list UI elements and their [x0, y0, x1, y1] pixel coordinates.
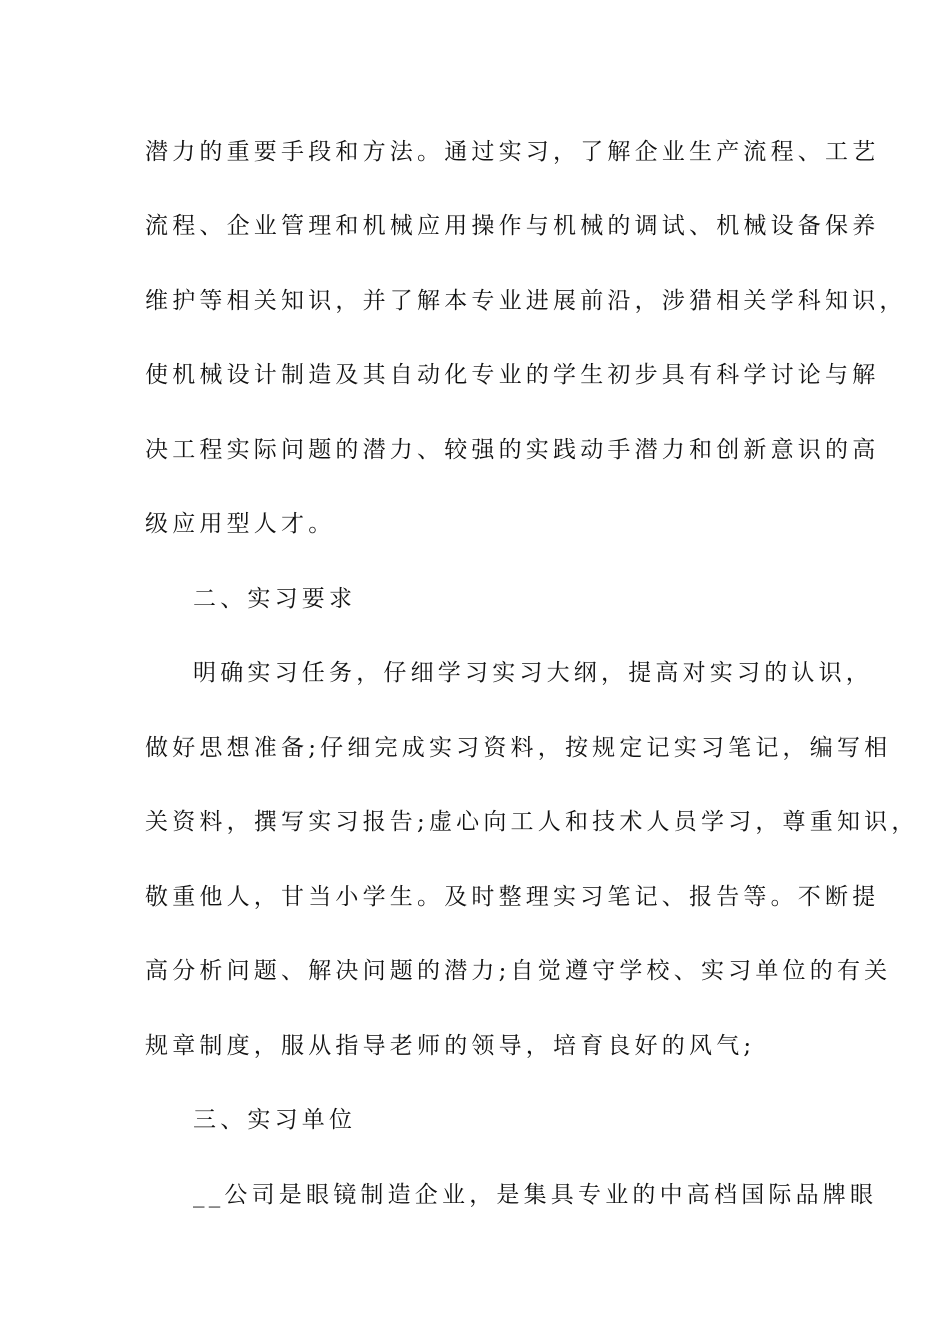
- paragraph-line: 使机械设计制造及其自动化专业的学生初步具有科学讨论与解: [145, 362, 880, 388]
- paragraph-line: 决工程实际问题的潜力、较强的实践动手潜力和创新意识的高: [145, 437, 880, 463]
- paragraph-line: 敬重他人，甘当小学生。及时整理实习笔记、报告等。不断提: [145, 884, 880, 910]
- section-heading: 二、实习要求: [193, 586, 357, 612]
- paragraph-line: 维护等相关知识，并了解本专业进展前沿，涉猎相关学科知识，: [145, 288, 907, 314]
- paragraph-line: 关资料，撰写实习报告;虚心向工人和技术人员学习，尊重知识，: [145, 809, 919, 835]
- paragraph-line: 规章制度，服从指导老师的领导，培育良好的风气;: [145, 1033, 756, 1059]
- section-heading: 三、实习单位: [193, 1107, 357, 1133]
- paragraph-line: 流程、企业管理和机械应用操作与机械的调试、机械设备保养: [145, 213, 880, 239]
- paragraph-line: 明确实习任务，仔细学习实习大纲，提高对实习的认识，: [193, 660, 873, 686]
- paragraph-line: 级应用型人才。: [145, 511, 336, 537]
- paragraph-line: 做好思想准备;仔细完成实习资料，按规定记实习笔记，编写相: [145, 735, 892, 761]
- paragraph-line: __公司是眼镜制造企业，是集具专业的中高档国际品牌眼: [193, 1182, 878, 1208]
- paragraph-line: 潜力的重要手段和方法。通过实习，了解企业生产流程、工艺: [145, 139, 880, 165]
- paragraph-line: 高分析问题、解决问题的潜力;自觉遵守学校、实习单位的有关: [145, 958, 892, 984]
